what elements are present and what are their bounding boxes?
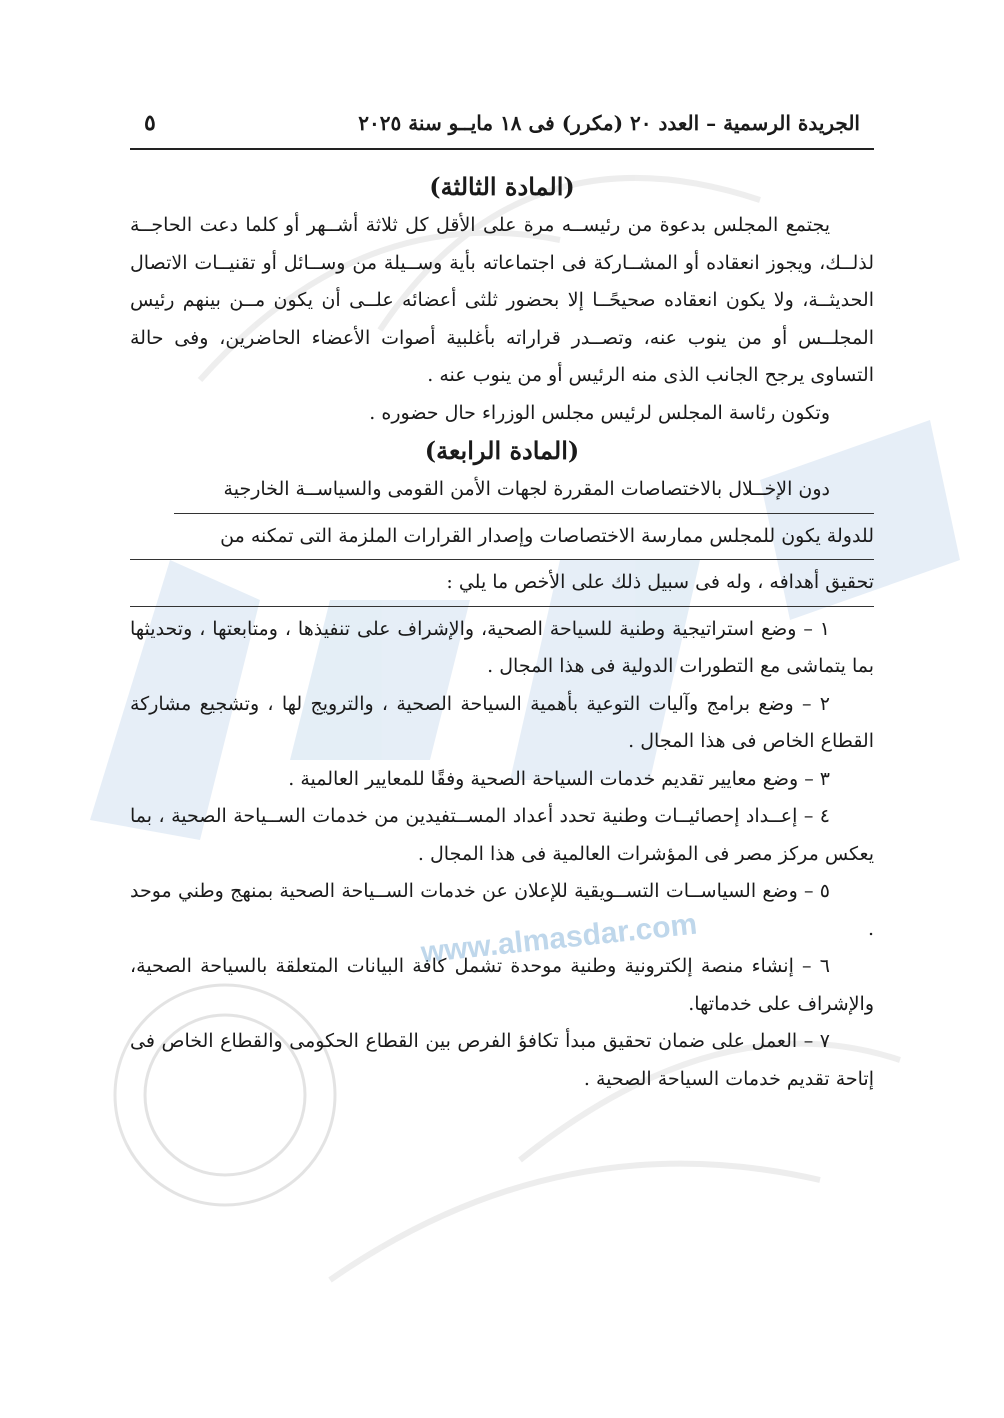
document-page	[130, 110, 874, 1330]
page-header	[130, 110, 874, 150]
list-item: ٧ – العمل على ضمان تحقيق مبدأ تكافؤ الفرص بين القطاع الحكومى والقطاع الخاص فى إتاحة تقديم خدمات السياحة الصحية .	[130, 1030, 874, 1090]
article-4-intro-line: تحقيق أهدافه ، وله فى سبيل ذلك على الأخص ما يلي :	[130, 564, 874, 607]
article-4-intro-line: للدولة يكون للمجلس ممارسة الاختصاصات وإصدار القرارات الملزمة التى تمكنه من	[130, 518, 874, 561]
list-item: ٦ – إنشاء منصة إلكترونية وطنية موحدة تشمل كافة البيانات المتعلقة بالسياحة الصحية، والإشراف على خدماتها.	[130, 955, 874, 1015]
article-3-title: (المادة الثالثة)	[429, 172, 575, 201]
watermark-url: www.almasdar.com	[419, 907, 699, 970]
article-4-intro-line: دون الإخــلال بالاختصاصات المقررة لجهات الأمن القومى والسياســة الخارجية	[174, 471, 874, 514]
list-item: ٤ – إعــداد إحصائيــات وطنية تحدد أعداد المســتفيدين من خدمات الســياحة الصحية ، بما يعكس مركز مصر فى المؤشرات العالمية فى هذا المجال .	[130, 805, 874, 865]
page-number: ٥	[144, 110, 156, 136]
list-item: ٥ – وضع السياســات التســويقية للإعلان عن خدمات الســياحة الصحية بمنهج وطني موحد .	[130, 880, 874, 940]
article-3-paragraph: وتكون رئاسة المجلس لرئيس مجلس الوزراء حال حضوره .	[369, 401, 830, 424]
header-title: الجريدة الرسمية – العدد ٢٠ (مكرر) فى ١٨ مايــو سنة ٢٠٢٥	[358, 111, 860, 135]
list-item: ٣ – وضع معايير تقديم خدمات السياحة الصحية وفقًا للمعايير العالمية .	[288, 767, 830, 790]
article-4-title: (المادة الرابعة)	[424, 436, 580, 465]
list-item: ٢ – وضع برامج وآليات التوعية بأهمية السياحة الصحية ، والترويج لها ، وتشجيع مشاركة القطاع الخاص فى هذا المجال .	[130, 692, 874, 752]
article-3-paragraph: يجتمع المجلس بدعوة من رئيســه مرة على الأقل كل ثلاثة أشــهر أو كلما دعت الحاجــة لذلــك، ويجوز انعقاده أو المشــاركة فى اجتماعاته بأية وســيلة من وســائل أو تقنيــات الاتصال الحديثــة، ولا يكون انعقاده صحيحًــا إلا بحضور ثلثى أعضائه علــى أن يكون مــن بينهم رئيس المجلــس أو من ينوب عنه، وتصــدر قراراته بأغلبية أصوات الأعضاء الحاضرين، وفى حالة التساوى يرجح الجانب الذى منه الرئيس أو من ينوب عنه .	[130, 214, 874, 386]
list-item: ١ – وضع استراتيجية وطنية للسياحة الصحية، والإشراف على تنفيذها ، ومتابعتها ، وتحديثها بما يتماشى مع التطورات الدولية فى هذا المجال .	[130, 617, 874, 677]
